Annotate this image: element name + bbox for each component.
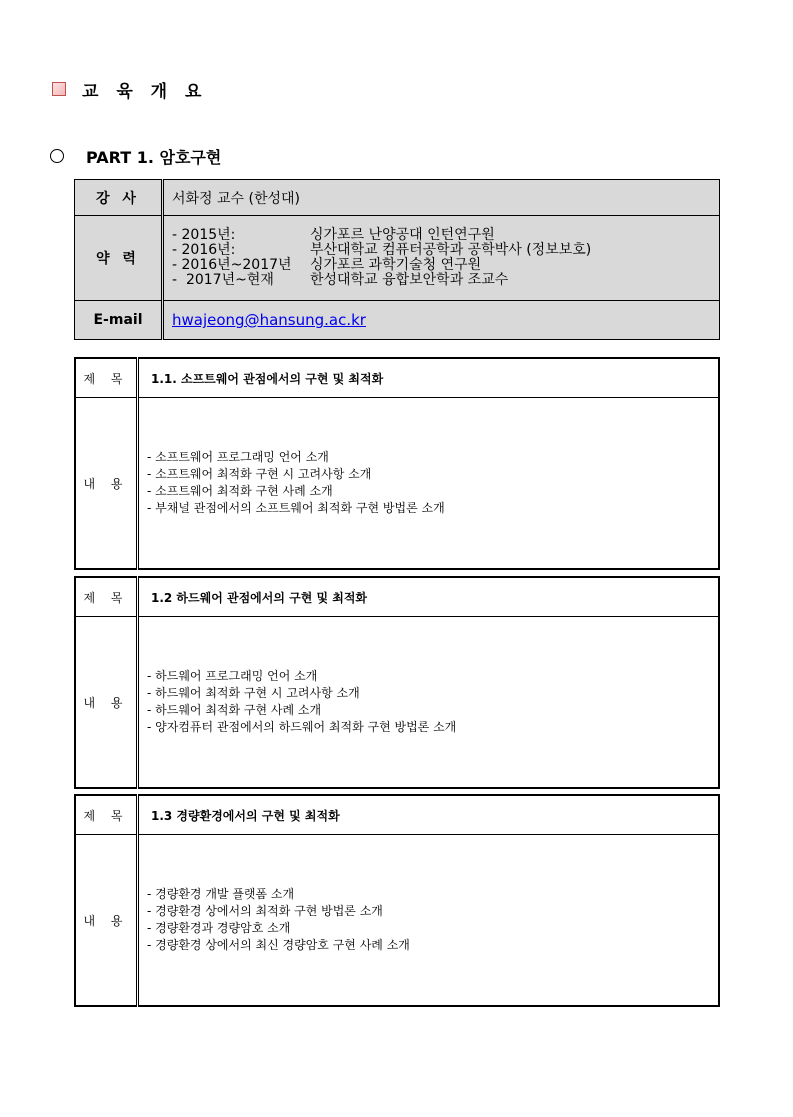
topic-title: 1.1. 소프트웨어 관점에서의 구현 및 최적화: [138, 358, 720, 398]
topic-content-label: 내 용: [75, 617, 138, 789]
instructor-row: [75, 180, 720, 216]
topic-content-row: [75, 617, 719, 789]
topic-table: [74, 576, 720, 789]
career-year: - 2015년:: [172, 227, 236, 243]
topic-title: 1.3 경량환경에서의 구현 및 최적화: [138, 795, 720, 835]
checkbox-icon: [52, 82, 66, 96]
circle-icon: [50, 149, 64, 163]
topic-title-label: 제 목: [75, 795, 138, 835]
career-desc: 싱가포르 과학기술청 연구원: [310, 257, 482, 273]
email-cell: [163, 301, 720, 340]
part-title: PART 1. 암호구현: [86, 147, 222, 167]
career-year: - 2016년:: [172, 242, 236, 258]
list-item: - 소프트웨어 프로그래밍 언어 소개: [147, 449, 717, 466]
topic-title-row: [75, 577, 719, 617]
topic-item-list: [147, 886, 717, 954]
topic-content-label: 내 용: [75, 398, 138, 570]
career-value: [163, 216, 720, 301]
list-item: - 양자컴퓨터 관점에서의 하드웨어 최적화 구현 방법론 소개: [147, 719, 717, 736]
topic-title-label: 제 목: [75, 358, 138, 398]
career-row: [75, 216, 720, 301]
topic-content: [138, 617, 720, 789]
list-item: - 하드웨어 최적화 구현 사례 소개: [147, 702, 717, 719]
list-item: - 경량환경과 경량암호 소개: [147, 920, 717, 937]
email-row: [75, 301, 720, 340]
career-desc: 한성대학교 융합보안학과 조교수: [310, 272, 509, 288]
list-item: - 경량환경 상에서의 최신 경량암호 구현 사례 소개: [147, 937, 717, 954]
lecturer-table: [74, 179, 720, 340]
list-item: - 하드웨어 프로그래밍 언어 소개: [147, 668, 717, 685]
career-line: [172, 228, 718, 243]
career-desc: 부산대학교 컴퓨터공학과 공학박사 (정보보호): [310, 242, 592, 258]
topic-table: [74, 794, 720, 1007]
topic-content-label: 내 용: [75, 835, 138, 1007]
topic-table: [74, 357, 720, 570]
career-desc: 싱가포르 난양공대 인턴연구원: [310, 227, 495, 243]
instructor-label: 강 사: [75, 180, 163, 216]
career-year: - 2016년~2017년: [172, 257, 292, 273]
career-label: 약 력: [75, 216, 163, 301]
list-item: - 부채널 관점에서의 소프트웨어 최적화 구현 방법론 소개: [147, 500, 717, 517]
career-year: - 2017년~현재: [172, 272, 274, 288]
email-link[interactable]: hwajeong@hansung.ac.kr: [172, 311, 366, 329]
list-item: - 소프트웨어 최적화 구현 시 고려사항 소개: [147, 466, 717, 483]
career-line: [172, 273, 718, 288]
career-line: [172, 258, 718, 273]
email-label: E-mail: [75, 301, 163, 340]
career-line: [172, 243, 718, 258]
topic-title-row: [75, 795, 719, 835]
section-heading: [52, 78, 207, 100]
topic-content-row: [75, 835, 719, 1007]
topic-content-row: [75, 398, 719, 570]
list-item: - 하드웨어 최적화 구현 시 고려사항 소개: [147, 685, 717, 702]
topic-title-row: [75, 358, 719, 398]
instructor-value: 서화정 교수 (한성대): [163, 180, 720, 216]
topic-title: 1.2 하드웨어 관점에서의 구현 및 최적화: [138, 577, 720, 617]
section-heading-title: 교 육 개 요: [82, 81, 208, 102]
topic-content: [138, 835, 720, 1007]
list-item: - 경량환경 개발 플랫폼 소개: [147, 886, 717, 903]
topic-title-label: 제 목: [75, 577, 138, 617]
part-heading: [50, 144, 221, 168]
topic-content: [138, 398, 720, 570]
list-item: - 소프트웨어 최적화 구현 사례 소개: [147, 483, 717, 500]
list-item: - 경량환경 상에서의 최적화 구현 방법론 소개: [147, 903, 717, 920]
topic-item-list: [147, 668, 717, 736]
topic-item-list: [147, 449, 717, 517]
